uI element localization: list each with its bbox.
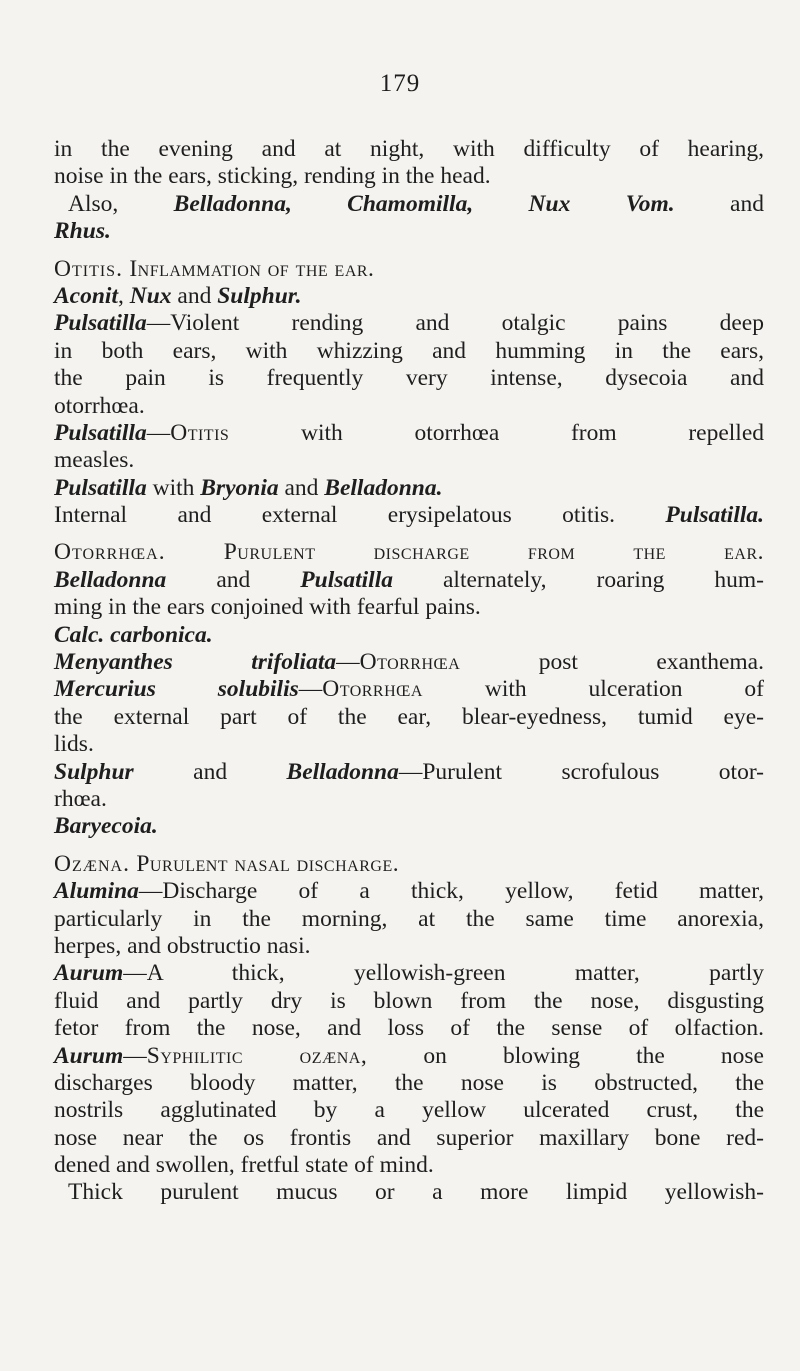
heading-term: Ozæna. <box>54 850 130 877</box>
remedy-name: Mercurius solubilis <box>54 676 299 703</box>
text-line: fluid and partly dry is blown from the nose, disgusting <box>54 987 764 1014</box>
text-line <box>54 813 764 840</box>
remedy-name: Aurum <box>54 1042 124 1069</box>
text-span: with otorrhœa from repelled <box>229 419 764 446</box>
text-line <box>54 218 764 245</box>
remedy-name: Baryecoia. <box>54 813 158 840</box>
heading-text: Purulent discharge from the ear. <box>165 539 764 566</box>
text-line <box>54 310 764 337</box>
text-line <box>54 191 764 218</box>
text-span: on blowing the nose <box>367 1042 764 1069</box>
text-span: alternately, roaring hum- <box>392 566 764 593</box>
text-line: noise in the ears, sticking, rending in the head. <box>54 163 491 190</box>
text-span: and <box>278 474 325 501</box>
term-smallcaps: Otorrhœa <box>359 649 461 676</box>
remedy-name: Pulsatilla <box>54 474 147 501</box>
text-span: with ulceration of <box>422 676 764 703</box>
text-line <box>54 676 764 703</box>
heading-text: Inflammation of the ear. <box>122 255 375 282</box>
text-span: Also, <box>68 190 174 217</box>
text-line <box>54 759 764 786</box>
remedy-name: Calc. carbonica. <box>54 621 213 648</box>
remedy-name: Belladonna, Chamomilla, Nux Vom. <box>173 190 675 217</box>
body-text <box>54 136 764 1207</box>
text-line: fetor from the nose, and loss of the sense of olfaction. <box>54 1015 764 1042</box>
text-line: Thick purulent mucus or a more limpid yellowish- <box>68 1179 764 1206</box>
text-line: in the evening and at night, with difficulty of hearing, <box>54 136 764 162</box>
remedy-name: Belladonna <box>286 758 399 785</box>
remedy-name: Menyanthes trifoliata <box>54 649 337 676</box>
text-line <box>54 622 764 649</box>
text-line <box>54 420 764 447</box>
text-line: nostrils agglutinated by a yellow ulcerated crust, the <box>54 1097 764 1124</box>
remedy-name: Aconit <box>54 282 118 309</box>
text-line <box>54 878 764 905</box>
text-span: Internal and external erysipelatous otitis. <box>54 502 666 529</box>
term-smallcaps: Otitis <box>170 419 230 446</box>
text-span: — <box>298 676 323 703</box>
text-line <box>54 1043 764 1070</box>
text-span: with <box>146 474 201 501</box>
term-smallcaps: Otorrhœa <box>322 676 423 703</box>
text-line: ming in the ears conjoined with fearful pains. <box>54 594 481 621</box>
heading-term: Otitis. <box>54 255 123 282</box>
text-span: — <box>146 419 171 446</box>
text-line: rhœa. <box>54 785 107 812</box>
page-number: 179 <box>379 70 421 97</box>
text-span: —Purulent scrofulous otor- <box>398 758 765 785</box>
text-line: otorrhœa. <box>54 392 145 419</box>
term-smallcaps: Syphilitic ozæna, <box>146 1042 368 1069</box>
text-line: in both ears, with whizzing and humming in the ears, <box>54 337 764 364</box>
text-line: measles. <box>54 447 135 474</box>
text-line: the pain is frequently very intense, dysecoia and <box>54 365 764 392</box>
text-span: and <box>133 758 287 785</box>
text-line <box>54 960 764 987</box>
remedy-name: Rhus. <box>54 218 111 245</box>
section-heading-ozaena <box>54 851 764 878</box>
remedy-name: Pulsatilla <box>300 566 393 593</box>
remedy-name: Pulsatilla <box>54 310 147 337</box>
section-heading-otitis <box>54 256 764 283</box>
text-span: and <box>674 190 764 217</box>
remedy-name: Alumina <box>54 878 139 905</box>
remedy-name: Bryonia <box>200 474 279 501</box>
remedy-name: Belladonna. <box>324 474 443 501</box>
text-line: particularly in the morning, at the same time anorexia, <box>54 905 764 932</box>
text-line: nose near the os frontis and superior maxillary bone red- <box>54 1124 764 1151</box>
text-span: —Discharge of a thick, yellow, fetid matter, <box>138 878 764 905</box>
remedy-name: Pulsatilla <box>54 419 147 446</box>
text-line: dened and swollen, fretful state of mind. <box>54 1152 434 1179</box>
section-heading-otorrhoea <box>54 539 764 566</box>
text-line: lids. <box>54 731 94 758</box>
heading-text: Purulent nasal discharge. <box>129 850 400 877</box>
remedy-name: Belladonna <box>54 566 167 593</box>
text-span: —A thick, yellowish-green matter, partly <box>123 960 764 987</box>
text-span: — <box>123 1042 147 1069</box>
text-line <box>54 475 764 502</box>
text-span: —Violent rending and otalgic pains deep <box>146 310 764 337</box>
remedy-name: Nux <box>129 282 172 309</box>
text-line <box>54 283 764 310</box>
text-span: and <box>171 282 218 309</box>
text-span: and <box>166 566 301 593</box>
text-span: — <box>336 649 360 676</box>
remedy-name: Pulsatilla. <box>665 502 764 529</box>
text-span: post exanthema. <box>460 649 764 676</box>
text-line: herpes, and obstructio nasi. <box>54 932 311 959</box>
remedy-name: Aurum <box>54 960 124 987</box>
text-line <box>54 502 764 529</box>
text-span: , <box>117 282 130 309</box>
heading-term: Otorrhœa. <box>54 539 166 566</box>
text-line: the external part of the ear, blear-eyedness, tumid eye- <box>54 703 764 730</box>
text-line <box>54 567 764 594</box>
text-line <box>54 649 764 676</box>
remedy-name: Sulphur. <box>217 282 302 309</box>
text-line: discharges bloody matter, the nose is obstructed, the <box>54 1069 764 1096</box>
remedy-name: Sulphur <box>54 758 134 785</box>
